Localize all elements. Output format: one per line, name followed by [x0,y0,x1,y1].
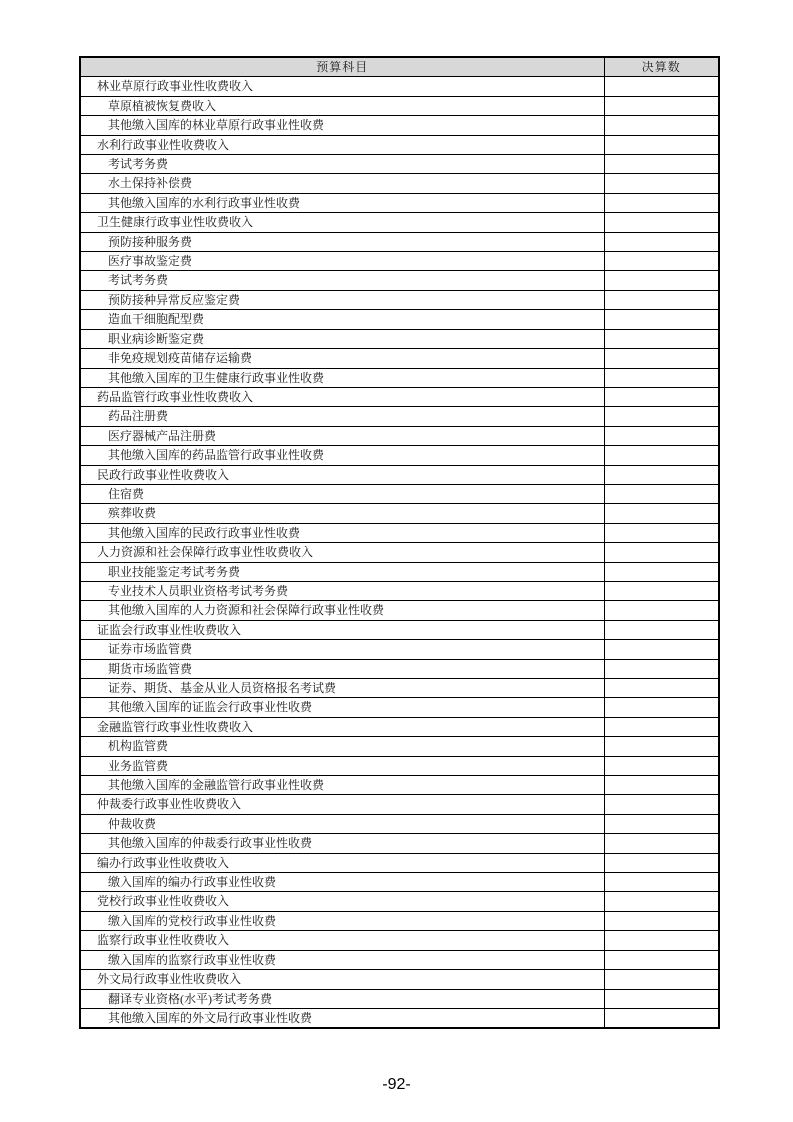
final-amount-cell [604,814,719,833]
table-row [80,368,719,387]
budget-item-cell: 外文局行政事业性收费收入 [80,970,604,989]
table-row [80,698,719,717]
final-amount-cell [604,407,719,426]
budget-item-cell: 证券市场监管费 [80,640,604,659]
table-row [80,601,719,620]
budget-item-cell: 仲裁委行政事业性收费收入 [80,795,604,814]
table-row [80,756,719,775]
budget-item-cell: 职业病诊断鉴定费 [80,329,604,348]
final-amount-cell [604,193,719,212]
final-amount-cell [604,271,719,290]
table-row [80,911,719,930]
table-row [80,834,719,853]
table-row [80,155,719,174]
budget-item-cell: 预防接种服务费 [80,232,604,251]
final-amount-cell [604,387,719,406]
final-amount-cell [604,96,719,115]
table-row [80,290,719,309]
table-row [80,504,719,523]
budget-item-cell: 药品监管行政事业性收费收入 [80,387,604,406]
table-row [80,892,719,911]
budget-item-cell: 预防接种异常反应鉴定费 [80,290,604,309]
table-row [80,543,719,562]
final-amount-cell [604,834,719,853]
table-row [80,523,719,542]
budget-item-cell: 其他缴入国库的证监会行政事业性收费 [80,698,604,717]
budget-item-cell: 缴入国库的编办行政事业性收费 [80,873,604,892]
budget-item-cell: 非免疫规划疫苗储存运输费 [80,349,604,368]
table-row [80,174,719,193]
final-amount-cell [604,640,719,659]
budget-item-cell: 其他缴入国库的民政行政事业性收费 [80,523,604,542]
final-amount-cell [604,523,719,542]
budget-item-cell: 其他缴入国库的药品监管行政事业性收费 [80,446,604,465]
column-header-budget-item: 预算科目 [80,57,604,77]
budget-item-cell: 缴入国库的党校行政事业性收费 [80,911,604,930]
budget-item-cell: 人力资源和社会保障行政事业性收费收入 [80,543,604,562]
final-amount-cell [604,892,719,911]
final-amount-cell [604,426,719,445]
final-amount-cell [604,329,719,348]
budget-item-cell: 医疗器械产品注册费 [80,426,604,445]
table-row [80,213,719,232]
budget-item-cell: 其他缴入国库的金融监管行政事业性收费 [80,776,604,795]
table-row [80,252,719,271]
budget-item-cell: 其他缴入国库的仲裁委行政事业性收费 [80,834,604,853]
table-row [80,96,719,115]
table-row [80,679,719,698]
budget-item-cell: 证券、期货、基金从业人员资格报名考试费 [80,679,604,698]
column-header-final-amount: 决算数 [604,57,719,77]
table-row [80,1008,719,1028]
table-row [80,484,719,503]
final-amount-cell [604,989,719,1008]
budget-item-cell: 编办行政事业性收费收入 [80,853,604,872]
table-row [80,814,719,833]
budget-item-cell: 药品注册费 [80,407,604,426]
budget-item-cell: 其他缴入国库的林业草原行政事业性收费 [80,116,604,135]
budget-item-cell: 林业草原行政事业性收费收入 [80,77,604,96]
final-amount-cell [604,776,719,795]
table-row [80,465,719,484]
table-row [80,989,719,1008]
table-row [80,795,719,814]
final-amount-cell [604,155,719,174]
budget-item-cell: 金融监管行政事业性收费收入 [80,717,604,736]
budget-item-cell: 草原植被恢复费收入 [80,96,604,115]
final-amount-cell [604,698,719,717]
final-amount-cell [604,135,719,154]
budget-item-cell: 民政行政事业性收费收入 [80,465,604,484]
budget-item-cell: 期货市场监管费 [80,659,604,678]
budget-item-cell: 水土保持补偿费 [80,174,604,193]
table-row [80,931,719,950]
final-amount-cell [604,756,719,775]
table-row [80,873,719,892]
final-amount-cell [604,562,719,581]
budget-item-cell: 考试考务费 [80,271,604,290]
budget-item-cell: 医疗事故鉴定费 [80,252,604,271]
final-amount-cell [604,581,719,600]
final-amount-cell [604,368,719,387]
table-row [80,737,719,756]
table-row [80,232,719,251]
budget-item-cell: 其他缴入国库的人力资源和社会保障行政事业性收费 [80,601,604,620]
table-row [80,950,719,969]
budget-item-cell: 其他缴入国库的外文局行政事业性收费 [80,1008,604,1028]
budget-item-cell: 监察行政事业性收费收入 [80,931,604,950]
final-amount-cell [604,1008,719,1028]
budget-item-cell: 水利行政事业性收费收入 [80,135,604,154]
table-row [80,426,719,445]
final-amount-cell [604,252,719,271]
budget-item-cell: 翻译专业资格(水平)考试考务费 [80,989,604,1008]
table-header-row [80,57,719,77]
table-row [80,640,719,659]
final-amount-cell [604,77,719,96]
budget-item-cell: 住宿费 [80,484,604,503]
budget-item-cell: 党校行政事业性收费收入 [80,892,604,911]
table-row [80,407,719,426]
table-row [80,349,719,368]
table-row [80,659,719,678]
final-amount-cell [604,931,719,950]
table-row [80,271,719,290]
table-row [80,329,719,348]
budget-item-cell: 职业技能鉴定考试考务费 [80,562,604,581]
budget-item-cell: 证监会行政事业性收费收入 [80,620,604,639]
final-amount-cell [604,465,719,484]
final-amount-cell [604,504,719,523]
budget-item-cell: 其他缴入国库的水利行政事业性收费 [80,193,604,212]
table-row [80,193,719,212]
table-row [80,310,719,329]
final-amount-cell [604,911,719,930]
final-amount-cell [604,970,719,989]
final-amount-cell [604,659,719,678]
table-row [80,116,719,135]
final-amount-cell [604,601,719,620]
budget-item-cell: 考试考务费 [80,155,604,174]
table-body [80,77,719,1028]
final-amount-cell [604,620,719,639]
final-amount-cell [604,213,719,232]
final-amount-cell [604,795,719,814]
final-amount-cell [604,310,719,329]
final-amount-cell [604,290,719,309]
budget-item-cell: 其他缴入国库的卫生健康行政事业性收费 [80,368,604,387]
table-row [80,387,719,406]
table-header [80,57,719,77]
budget-item-cell: 卫生健康行政事业性收费收入 [80,213,604,232]
final-amount-cell [604,543,719,562]
table-row [80,776,719,795]
budget-table [79,56,720,1029]
final-amount-cell [604,174,719,193]
table-row [80,77,719,96]
final-amount-cell [604,717,719,736]
budget-item-cell: 造血干细胞配型费 [80,310,604,329]
table-row [80,717,719,736]
budget-item-cell: 业务监管费 [80,756,604,775]
table-row [80,970,719,989]
final-amount-cell [604,873,719,892]
table-row [80,135,719,154]
table-row [80,562,719,581]
budget-item-cell: 殡葬收费 [80,504,604,523]
final-amount-cell [604,950,719,969]
table-row [80,581,719,600]
table-row [80,620,719,639]
final-amount-cell [604,679,719,698]
final-amount-cell [604,446,719,465]
page-number: -92- [382,1076,411,1093]
final-amount-cell [604,232,719,251]
budget-table-container [79,56,720,1029]
budget-item-cell: 仲裁收费 [80,814,604,833]
table-row [80,853,719,872]
final-amount-cell [604,116,719,135]
budget-item-cell: 专业技术人员职业资格考试考务费 [80,581,604,600]
final-amount-cell [604,349,719,368]
table-row [80,446,719,465]
final-amount-cell [604,484,719,503]
final-amount-cell [604,853,719,872]
budget-item-cell: 缴入国库的监察行政事业性收费 [80,950,604,969]
budget-item-cell: 机构监管费 [80,737,604,756]
final-amount-cell [604,737,719,756]
